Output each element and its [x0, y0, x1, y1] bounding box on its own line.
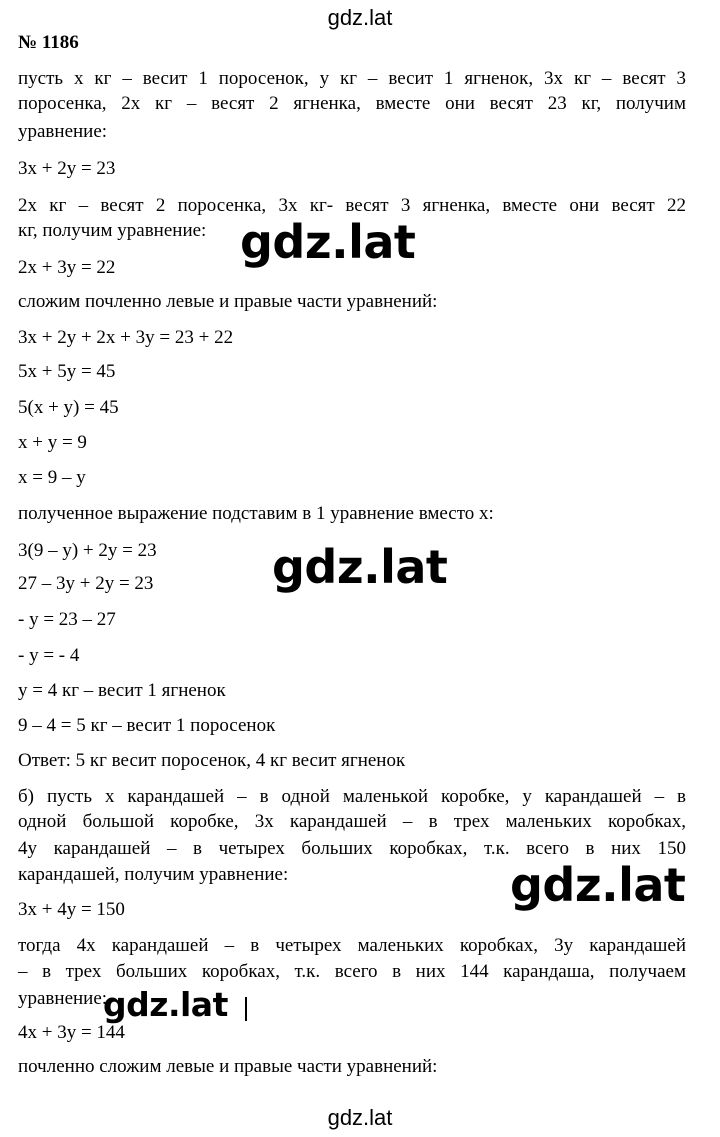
text-line: б) пусть х карандашей – в одной маленькой коробке, у карандашей – в: [18, 786, 686, 807]
text-line: 4у карандашей – в четырех больших коробках, т.к. всего в них 150: [18, 838, 686, 859]
text-line: тогда 4х карандашей – в четырех маленьких коробках, 3у карандашей: [18, 935, 686, 956]
text-line: 2х кг – весят 2 поросенка, 3х кг- весят 3 ягненка, вместе они весят 22: [18, 195, 686, 216]
watermark: gdz.lat: [240, 215, 416, 269]
text-line: – в трех больших коробках, т.к. всего в них 144 карандаша, получаем: [18, 961, 686, 982]
answer-line: Ответ: 5 кг весит поросенок, 4 кг весит ягненок: [18, 750, 406, 771]
task-number: № 1186: [18, 32, 79, 53]
watermark: gdz.lat: [103, 985, 228, 1024]
text-line: кг, получим уравнение:: [18, 220, 207, 241]
text-line: полученное выражение подставим в 1 уравнение вместо х:: [18, 503, 494, 524]
equation: х + у = 9: [18, 432, 87, 453]
equation: 3(9 – у) + 2у = 23: [18, 540, 157, 561]
equation: 27 – 3у + 2у = 23: [18, 573, 154, 594]
equation: 5х + 5у = 45: [18, 361, 116, 382]
equation: 5(х + у) = 45: [18, 397, 119, 418]
equation: 4х + 3у = 144: [18, 1022, 125, 1043]
text-line: уравнение:: [18, 121, 108, 142]
text-line: почленно сложим левые и правые части уравнений:: [18, 1056, 438, 1077]
equation: 3х + 2у + 2х + 3у = 23 + 22: [18, 327, 234, 348]
site-header-watermark: gdz.lat: [327, 5, 393, 30]
text-line: у = 4 кг – весит 1 ягненок: [18, 680, 226, 701]
text-line: карандашей, получим уравнение:: [18, 864, 289, 885]
equation: 2х + 3у = 22: [18, 257, 116, 278]
equation: х = 9 – у: [18, 467, 86, 488]
text-line: 9 – 4 = 5 кг – весит 1 поросенок: [18, 715, 276, 736]
equation: 3х + 4у = 150: [18, 899, 125, 920]
text-line: сложим почленно левые и правые части уравнений:: [18, 291, 438, 312]
site-footer-watermark: gdz.lat: [327, 1105, 393, 1130]
equation: 3х + 2у = 23: [18, 158, 116, 179]
text-cursor: [245, 997, 247, 1021]
text-line: одной большой коробке, 3х карандашей – в трех маленьких коробках,: [18, 811, 686, 832]
equation: - у = 23 – 27: [18, 609, 116, 630]
equation: - у = - 4: [18, 645, 80, 666]
watermark: gdz.lat: [272, 540, 448, 594]
text-line: уравнение:: [18, 988, 108, 1009]
text-line: поросенка, 2х кг – весят 2 ягненка, вместе они весят 23 кг, получим: [18, 93, 686, 114]
text-line: пусть х кг – весит 1 поросенок, у кг – весит 1 ягненок, 3х кг – весят 3: [18, 68, 686, 89]
watermark: gdz.lat: [510, 858, 686, 912]
